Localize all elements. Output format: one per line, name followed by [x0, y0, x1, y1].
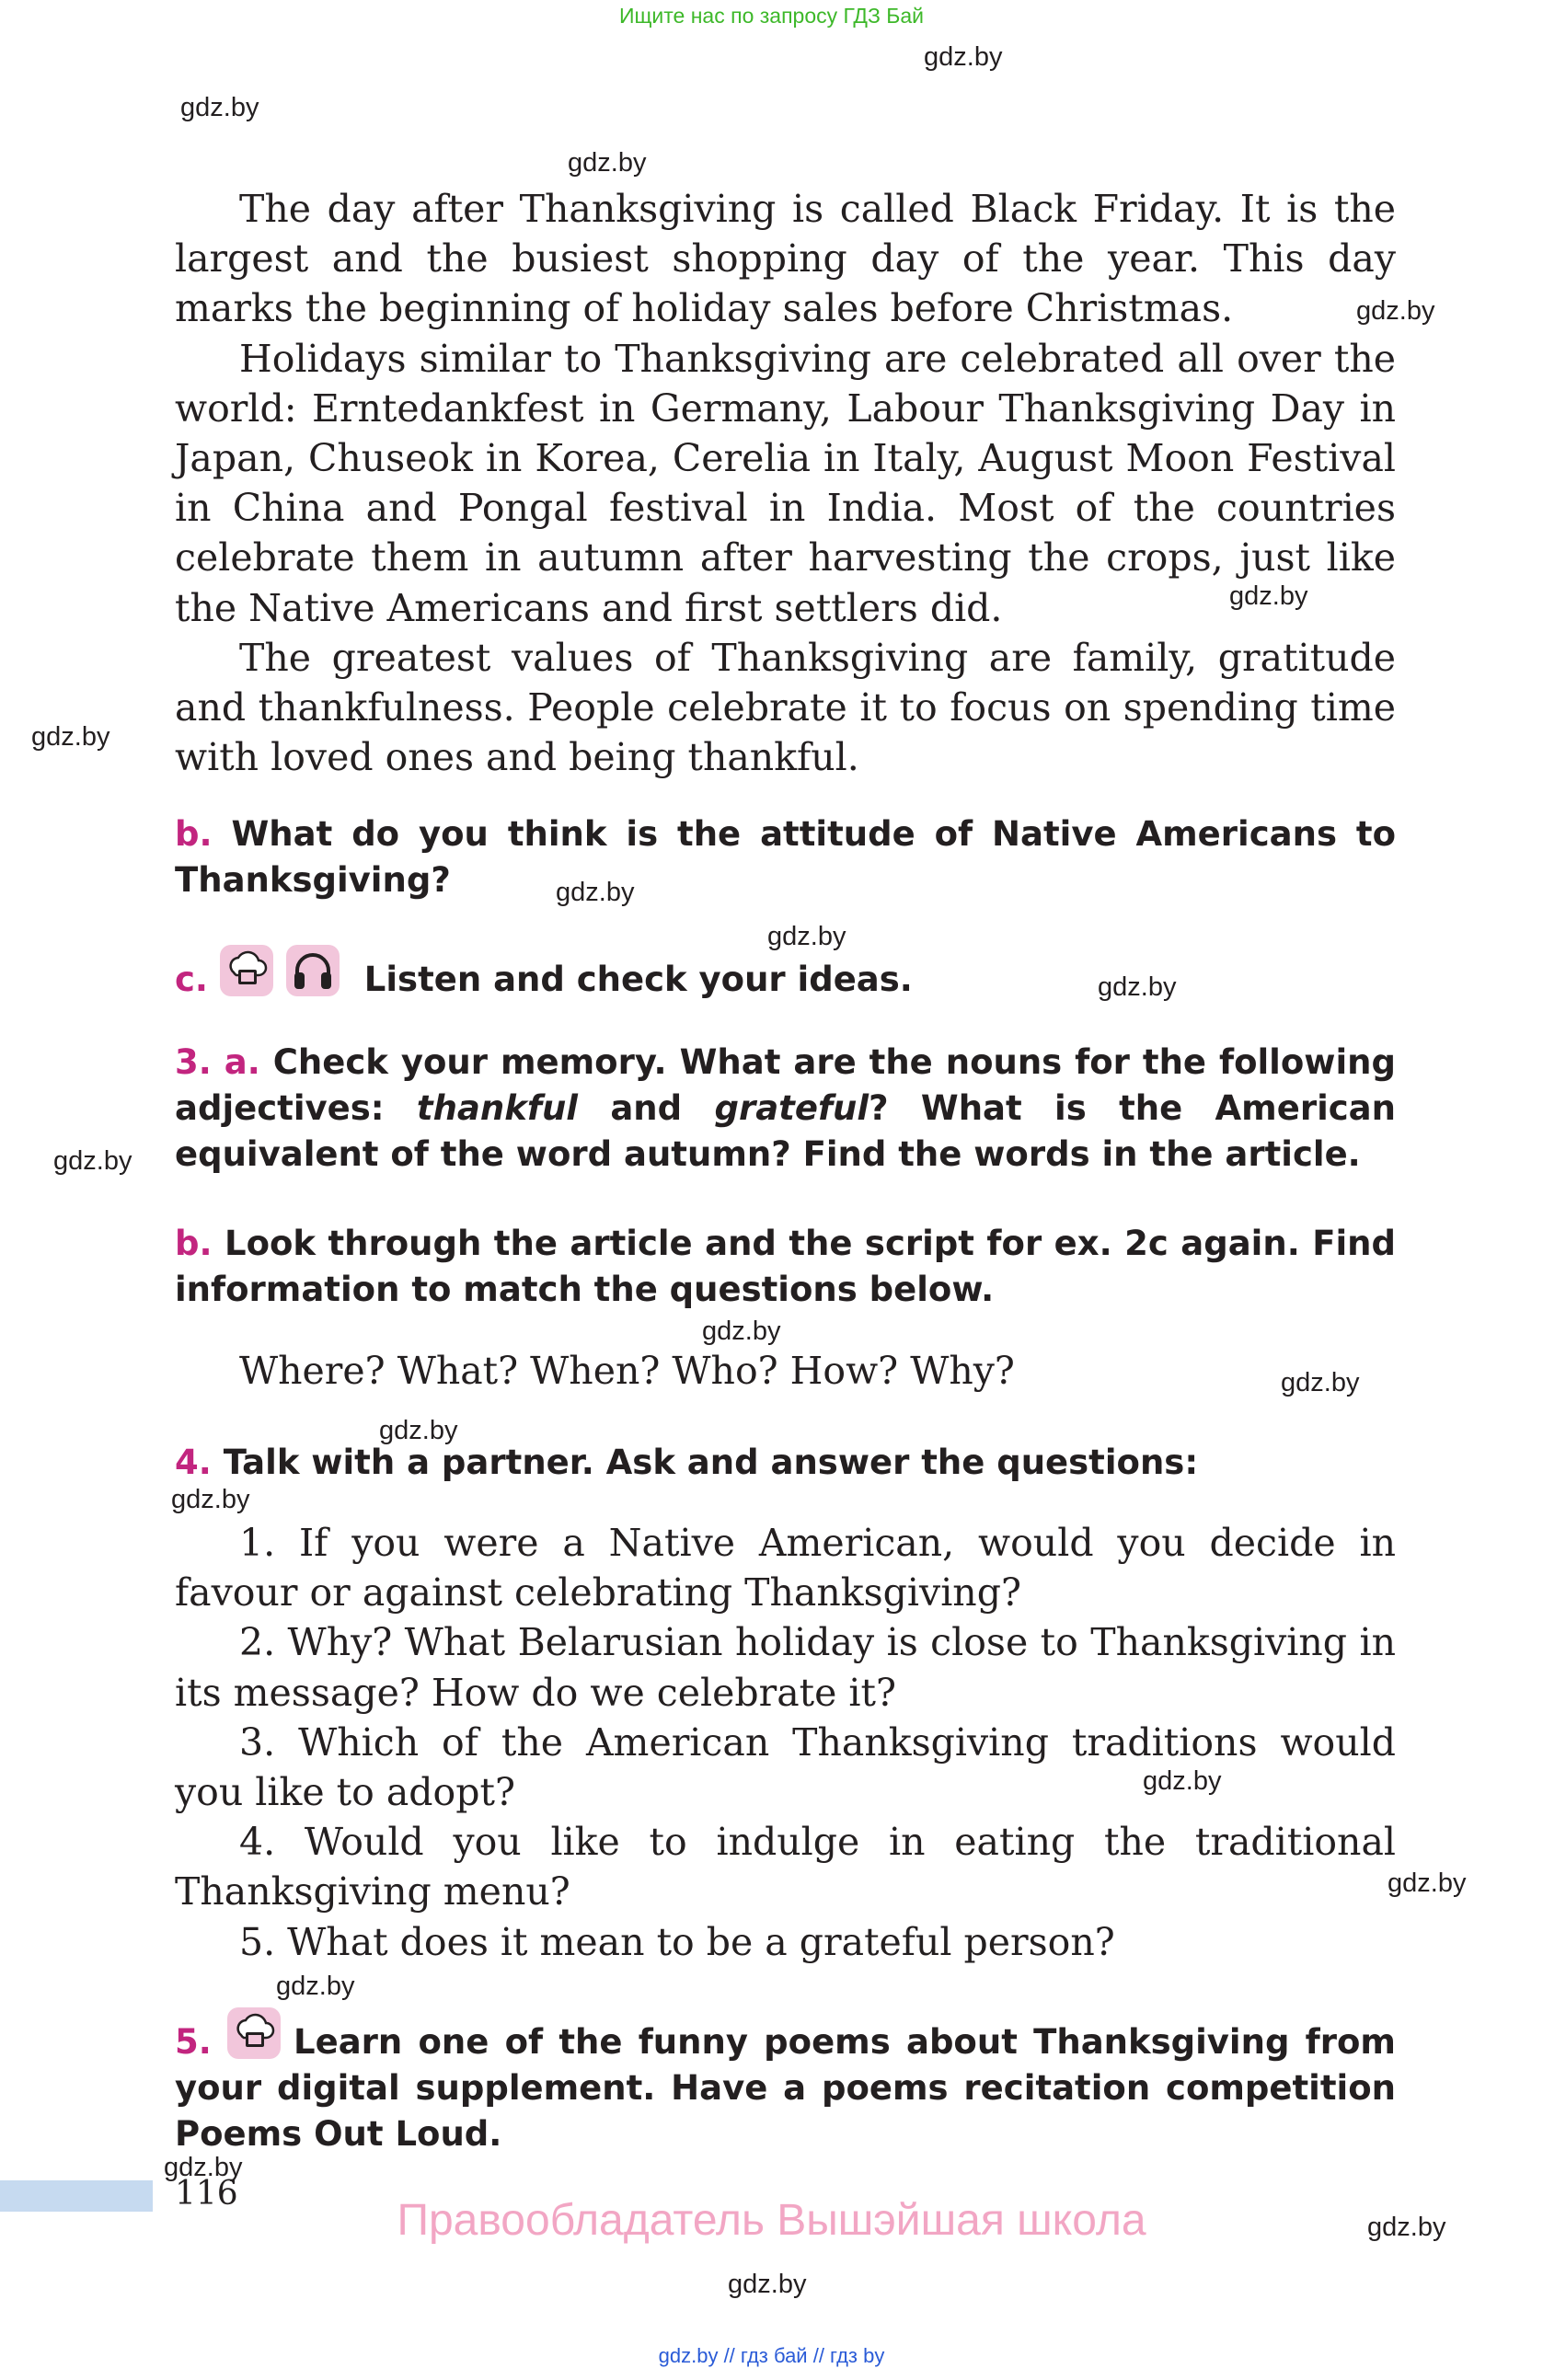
page-number: 116	[175, 2175, 238, 2213]
list-item: 2. Why? What Belarusian holiday is close to Thanksgiving in its message? How do we celebrate it?	[175, 1620, 1396, 1715]
watermark: gdz.by	[1388, 1868, 1467, 1898]
task-5	[175, 2007, 1396, 2157]
task-4	[175, 1440, 1396, 1486]
paragraph-similar-holidays: Holidays similar to Thanksgiving are celebrated all over the world: Erntedankfest in Germany, Labour Thanksgiving Day in Japan, Chuseok in Korea, Cerelia in Italy, August Moon Festival in China and Pongal festival in India. Most of the countries celebrate them in autumn after harvesting the crops, just like the Native Americans and first settlers did.	[175, 336, 1396, 630]
watermark: gdz.by	[1356, 296, 1435, 326]
watermark: gdz.by	[767, 922, 846, 951]
task-text: Listen and check your ideas.	[363, 960, 913, 999]
watermark: gdz.by	[379, 1416, 458, 1445]
task-text: and	[577, 1088, 715, 1128]
task-3a	[175, 1040, 1396, 1178]
watermark: gdz.by	[1098, 972, 1177, 1002]
watermark: gdz.by	[276, 1972, 355, 2001]
watermark: gdz.by	[568, 148, 647, 178]
task-number: 4.	[175, 1443, 212, 1482]
digital-supplement-icon[interactable]	[227, 2007, 281, 2059]
watermark: gdz.by	[31, 722, 110, 752]
list-item: 4. Would you like to indulge in eating the traditional Thanksgiving menu?	[175, 1820, 1396, 1914]
task-text: Look through the article and the script for ex. 2c again. Find information to match the questions below.	[175, 1224, 1396, 1309]
watermark: gdz.by	[53, 1146, 132, 1176]
task-text: ? What is the American equivalent of the word autumn? Find the words in the article.	[175, 1088, 1396, 1174]
watermark: gdz.by	[1229, 581, 1308, 611]
task-2c	[175, 945, 1396, 1003]
task-number: 5.	[175, 2022, 212, 2062]
list-item: 3. Which of the American Thanksgiving traditions would you like to adopt?	[175, 1719, 1396, 1815]
list-item: 1. If you were a Native American, would you decide in favour or against celebrating Thanksgiving?	[175, 1521, 1396, 1615]
watermark: gdz.by	[180, 93, 259, 122]
watermark: gdz.by	[171, 1485, 250, 1514]
task-2b	[175, 811, 1396, 903]
watermark: gdz.by	[728, 2270, 807, 2299]
watermark: gdz.by	[702, 1316, 781, 1346]
task-text: Talk with a partner. Ask and answer the questions:	[223, 1443, 1199, 1482]
task-3b	[175, 1221, 1396, 1313]
footer-links[interactable]: gdz.by // гдз бай // гдз by	[658, 2344, 885, 2367]
headphones-icon[interactable]	[286, 945, 340, 996]
task-label: a.	[224, 1042, 260, 1082]
task-number: 3.	[175, 1042, 212, 1082]
watermark: gdz.by	[924, 42, 1003, 72]
watermark: gdz.by	[1143, 1766, 1222, 1796]
digital-supplement-icon[interactable]	[220, 945, 273, 996]
word-grateful: grateful	[714, 1088, 869, 1128]
word-thankful: thankful	[416, 1088, 578, 1128]
watermark: gdz.by	[1367, 2213, 1446, 2242]
paragraph-black-friday: The day after Thanksgiving is called Black Friday. It is the largest and the busiest shopping day of the year. This day marks the beginning of holiday sales before Christmas.	[175, 187, 1396, 331]
list-item: 5. What does it mean to be a grateful person?	[239, 1919, 1115, 1964]
top-banner: Ищите нас по запросу ГДЗ Бай	[618, 4, 925, 28]
task-label: b.	[175, 814, 213, 854]
task-label: b.	[175, 1224, 213, 1263]
watermark: gdz.by	[556, 878, 635, 907]
task-text: What do you think is the attitude of Native Americans to Thanksgiving?	[175, 814, 1396, 900]
task-label: c.	[175, 960, 208, 999]
watermark: gdz.by	[164, 2153, 243, 2182]
questions-line: Where? What? When? Who? How? Why?	[239, 1349, 1015, 1393]
watermark: gdz.by	[1281, 1368, 1360, 1397]
paragraph-values: The greatest values of Thanksgiving are family, gratitude and thankfulness. People celebrate it to focus on spending time with loved ones and being thankful.	[175, 635, 1396, 780]
article-text	[175, 184, 1396, 782]
task-text: Learn one of the funny poems about Thanksgiving from your digital supplement. Have a poems recitation competition Poems Out Loud.	[175, 2022, 1396, 2154]
task-4-list	[175, 1518, 1396, 1967]
copyright-notice: Правообладатель Вышэйшая школа	[397, 2196, 1146, 2245]
task-text: Check your memory. What are the nouns for the following adjectives:	[175, 1042, 1396, 1128]
